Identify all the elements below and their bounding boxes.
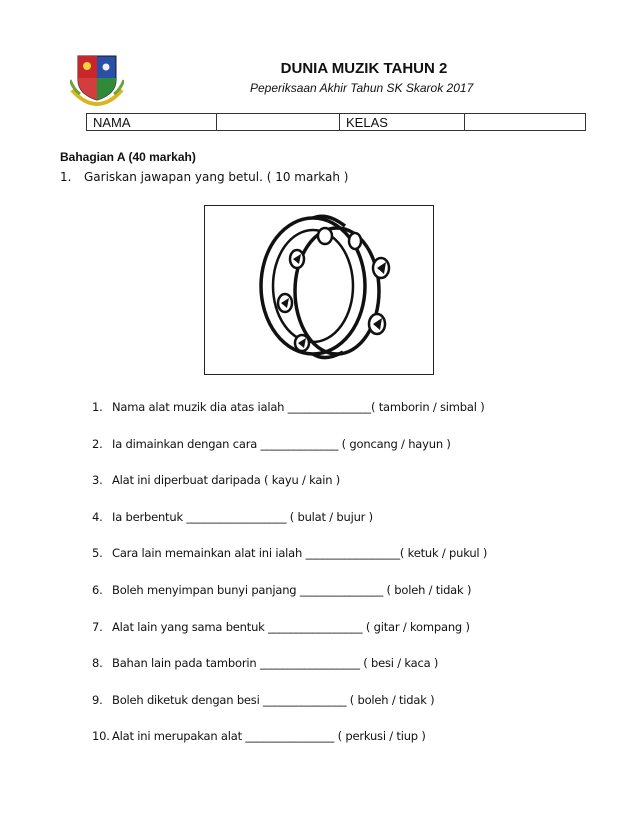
student-info-table	[86, 113, 586, 131]
page-title: DUNIA MUZIK TAHUN 2	[280, 60, 448, 77]
question-item: 6. Boleh menyimpan bunyi panjang _______________ ( boleh / tidak )	[92, 582, 472, 597]
section-heading: Bahagian A (40 markah)	[60, 150, 196, 164]
question-list	[92, 400, 487, 766]
school-crest-logo	[70, 50, 124, 106]
tambourine-picture-frame	[204, 205, 434, 375]
page-subtitle: Peperiksaan Akhir Tahun SK Skarok 2017	[250, 81, 474, 95]
question-item: 1. Nama alat muzik dia atas ialah _______________( tamborin / simbal )	[92, 400, 485, 414]
name-field[interactable]	[217, 114, 340, 131]
name-label: NAMA	[87, 114, 217, 131]
question-item: 4. Ia berbentuk __________________ ( bulat / bujur )	[92, 509, 373, 524]
question-item: 7. Alat lain yang sama bentuk _________________ ( gitar / kompang )	[92, 619, 470, 634]
tambourine-illustration	[205, 206, 432, 373]
question-item: 8. Bahan lain pada tamborin __________________ ( besi / kaca )	[92, 656, 439, 671]
question-item: 2. Ia dimainkan dengan cara ______________ ( goncang / hayun )	[92, 436, 451, 451]
class-field[interactable]	[465, 114, 586, 131]
question-item: 9. Boleh diketuk dengan besi _______________ ( boleh / tidak )	[92, 692, 435, 707]
instruction-text: Gariskan jawapan yang betul. ( 10 markah )	[84, 170, 349, 184]
instruction-number: 1.	[60, 170, 72, 184]
instruction	[60, 170, 348, 184]
class-label: KELAS	[340, 114, 465, 131]
question-item: 5. Cara lain memainkan alat ini ialah _________________( ketuk / pukul )	[92, 546, 488, 561]
question-item: 10. Alat ini merupakan alat ________________ ( perkusi / tiup )	[92, 729, 426, 744]
question-item: 3. Alat ini diperbuat daripada ( kayu / kain )	[92, 473, 341, 488]
